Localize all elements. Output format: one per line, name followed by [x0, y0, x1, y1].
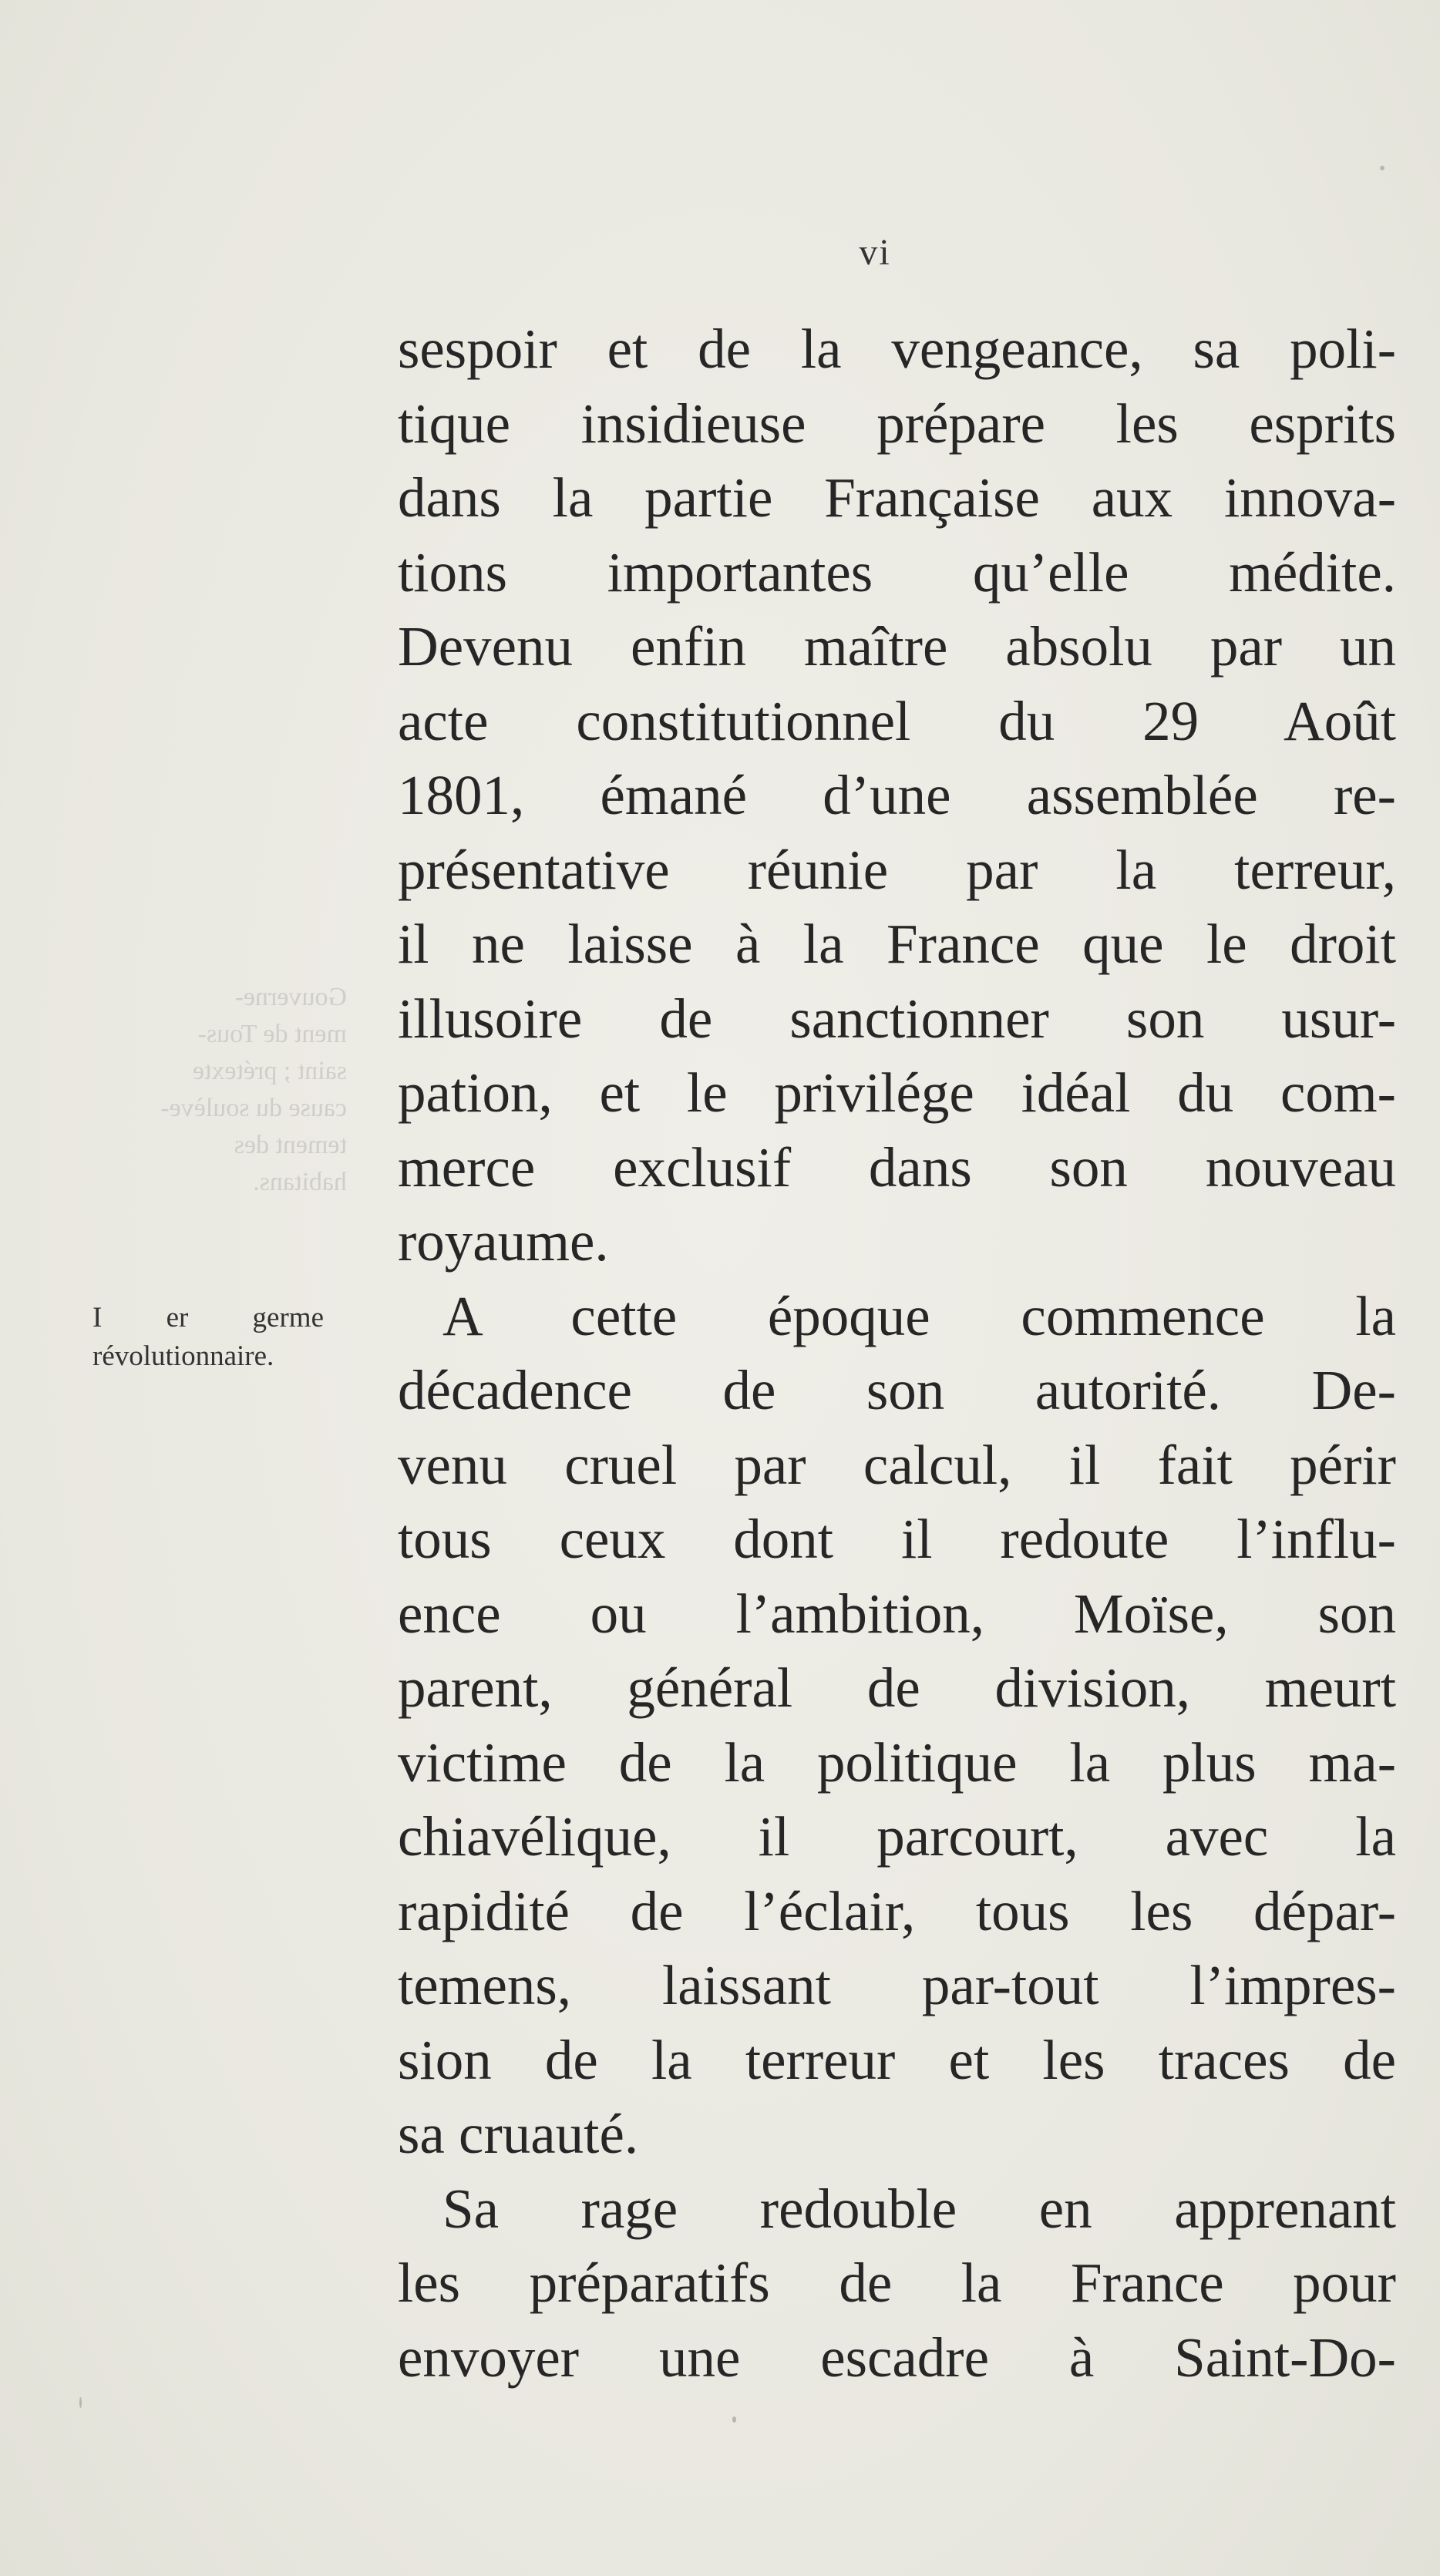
- bleed-line: Gouverne-: [234, 983, 347, 1011]
- paragraph-2: [398, 1280, 1396, 2172]
- text-line: A cette époque commence la: [442, 1284, 1396, 1347]
- text-line: présentative réunie par la terreur,: [398, 838, 1396, 901]
- text-line: chiavélique, il parcourt, avec la: [398, 1805, 1396, 1868]
- bleed-through-margin-note: [93, 979, 347, 1201]
- paragraph-3: [398, 2172, 1396, 2396]
- paragraph-1: [398, 312, 1396, 1280]
- text-line: Sa rage redouble en apprenant: [442, 2177, 1396, 2240]
- text-line: ence ou l’ambition, Moïse, son: [398, 1582, 1396, 1645]
- text-line: venu cruel par calcul, il fait périr: [398, 1433, 1396, 1496]
- paper-speck: [1380, 166, 1384, 170]
- text-line: décadence de son autorité. De-: [398, 1359, 1396, 1421]
- text-line: illusoire de sanctionner son usur-: [398, 987, 1396, 1050]
- margin-note-line: révolutionnaire.: [93, 1340, 274, 1372]
- text-line: tique insidieuse prépare les esprits: [398, 392, 1396, 455]
- text-line: sespoir et de la vengeance, sa poli-: [398, 318, 1396, 380]
- paper-speck: [79, 2397, 82, 2408]
- text-line: royaume.: [398, 1210, 609, 1273]
- text-line: merce exclusif dans son nouveau: [398, 1135, 1396, 1199]
- text-line: il ne laisse à la France que le droit: [398, 913, 1396, 975]
- text-line: les préparatifs de la France pour: [398, 2251, 1396, 2314]
- text-line: dans la partie Française aux innova-: [398, 466, 1396, 529]
- margin-note: [93, 1299, 351, 1376]
- bleed-line: habitans.: [253, 1168, 347, 1196]
- text-line: victime de la politique la plus ma-: [398, 1730, 1396, 1794]
- text-line: Devenu enfin maître absolu par un: [398, 615, 1396, 678]
- text-line: tions importantes qu’elle médite.: [398, 540, 1396, 604]
- text-line: parent, général de division, meurt: [398, 1656, 1396, 1719]
- bleed-line: ment de Tous-: [197, 1020, 347, 1048]
- text-line: rapidité de l’éclair, tous les dépar-: [398, 1879, 1396, 1942]
- text-line: temens, laissant par-tout l’impres-: [398, 1954, 1396, 2016]
- text-line: sa cruauté.: [398, 2103, 639, 2165]
- text-line: sion de la terreur et les traces de: [398, 2028, 1396, 2091]
- bleed-line: saint ; prétexte: [192, 1057, 347, 1085]
- text-line: tous ceux dont il redoute l’influ-: [398, 1508, 1396, 1570]
- paper-speck: [732, 2416, 736, 2423]
- text-line: envoyer une escadre à Saint-Do-: [398, 2325, 1396, 2389]
- text-line: 1801, émané d’une assemblée re-: [398, 764, 1396, 826]
- bleed-line: cause du soulève-: [160, 1094, 347, 1122]
- text-line: pation, et le privilége idéal du com-: [398, 1061, 1396, 1124]
- bleed-line: tement des: [234, 1131, 347, 1159]
- page-number: vi: [859, 232, 891, 273]
- margin-note-line: I er germe: [93, 1302, 324, 1333]
- text-line: acte constitutionnel du 29 Août: [398, 689, 1396, 752]
- body-text: [398, 312, 1396, 2395]
